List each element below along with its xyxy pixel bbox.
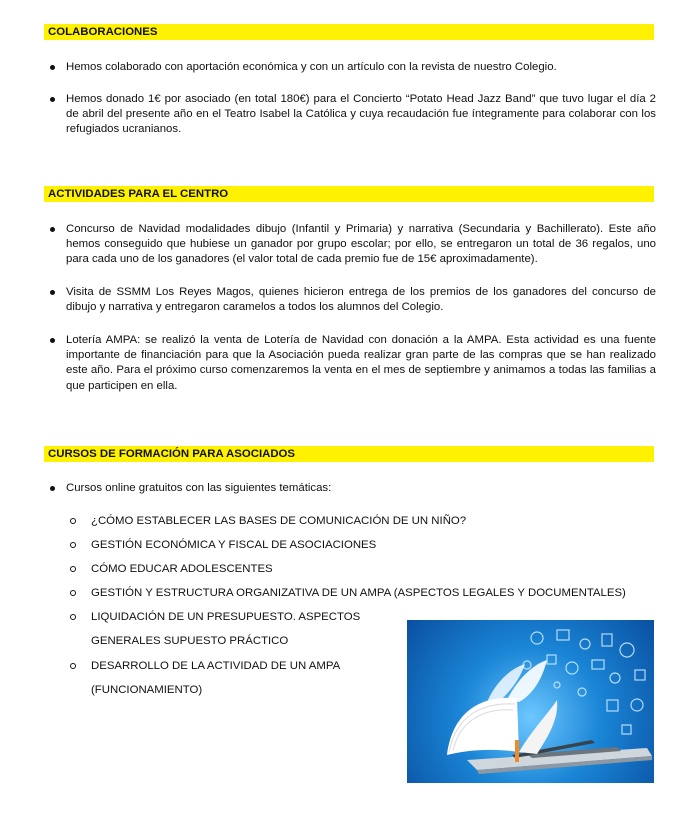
circle-bullet-icon (70, 590, 76, 596)
sub-list-item (70, 538, 630, 553)
sub-list-item (70, 586, 630, 601)
bullet-icon (50, 227, 55, 232)
section-header-cursos: CURSOS DE FORMACIÓN PARA ASOCIADOS (44, 446, 654, 462)
bullet-icon (50, 65, 55, 70)
list-item-text: Lotería AMPA: se realizó la venta de Lotería de Navidad con donación a la AMPA. Esta actividad es una fuente importante de financiación para que la Asociación pueda realizar gran parte de las compras que se han realizado este año. Para el próximo curso comenzaremos la venta en el mes de septiembre y animamos a todas las familias a que participen en ella. (66, 334, 656, 392)
circle-bullet-icon (70, 663, 76, 669)
list-item-text: Cursos online gratuitos con las siguientes temáticas: (66, 482, 332, 494)
sub-list-item (70, 514, 630, 529)
list-item-text: Hemos colaborado con aportación económica y con un artículo con la revista de nuestro Colegio. (66, 61, 557, 73)
sub-list-item-text: CÓMO EDUCAR ADOLESCENTES (91, 563, 273, 575)
section-header-actividades: ACTIVIDADES PARA EL CENTRO (44, 186, 654, 202)
list-item (44, 481, 656, 496)
list-item-text: Concurso de Navidad modalidades dibujo (Infantil y Primaria) y narrativa (Secundaria y Bachillerato). Este año hemos conseguido que hubiese un ganador por grupo escolar; por ello, se entregaron un total de 36 regalos, uno para cada uno de los ganadores (el valor total de cada premio fue de 15€ aproximadamente). (66, 223, 656, 266)
open-book-laptop-icon (407, 620, 654, 783)
section-header-colaboraciones: COLABORACIONES (44, 24, 654, 40)
list-item (44, 285, 656, 315)
bullet-icon (50, 338, 55, 343)
list-item (44, 222, 656, 268)
circle-bullet-icon (70, 518, 76, 524)
sub-list-item-text: GESTIÓN Y ESTRUCTURA ORGANIZATIVA DE UN AMPA (ASPECTOS LEGALES Y DOCUMENTALES) (91, 587, 626, 599)
sub-list-item-text: DESARROLLO DE LA ACTIVIDAD DE UN AMPA (91, 660, 341, 672)
list-item-text: Visita de SSMM Los Reyes Magos, quienes hicieron entrega de los premios de los ganadores del concurso de dibujo y narrativa y entregaron caramelos a todos los alumnos del Colegio. (66, 286, 656, 314)
sub-list-item-text: LIQUIDACIÓN DE UN PRESUPUESTO. ASPECTOS (91, 611, 361, 623)
bullet-icon (50, 486, 55, 491)
list-item (44, 92, 656, 138)
sub-list-item-text: GENERALES SUPUESTO PRÁCTICO (91, 635, 289, 647)
sub-list-item-continuation (70, 634, 400, 649)
bullet-icon (50, 290, 55, 295)
list-item-text: Hemos donado 1€ por asociado (en total 180€) para el Concierto “Potato Head Jazz Band” que tuvo lugar el día 2 de abril del presente año en el Teatro Isabel la Católica y cuya recaudación fue íntegramente para colaborar con los refugiados ucranianos. (66, 93, 656, 136)
sub-list-item (70, 562, 630, 577)
list-item (44, 60, 656, 75)
circle-bullet-icon (70, 614, 76, 620)
sub-list-item-text: ¿CÓMO ESTABLECER LAS BASES DE COMUNICACIÓN DE UN NIÑO? (91, 515, 467, 527)
sub-list-item (70, 610, 400, 625)
list-item (44, 333, 656, 394)
sub-list-item-text: GESTIÓN ECONÓMICA Y FISCAL DE ASOCIACIONES (91, 539, 377, 551)
bullet-icon (50, 97, 55, 102)
sub-list-item-text: (FUNCIONAMIENTO) (91, 684, 203, 696)
circle-bullet-icon (70, 542, 76, 548)
sub-list-item-continuation (70, 683, 400, 698)
circle-bullet-icon (70, 566, 76, 572)
sub-list-item (70, 659, 400, 674)
